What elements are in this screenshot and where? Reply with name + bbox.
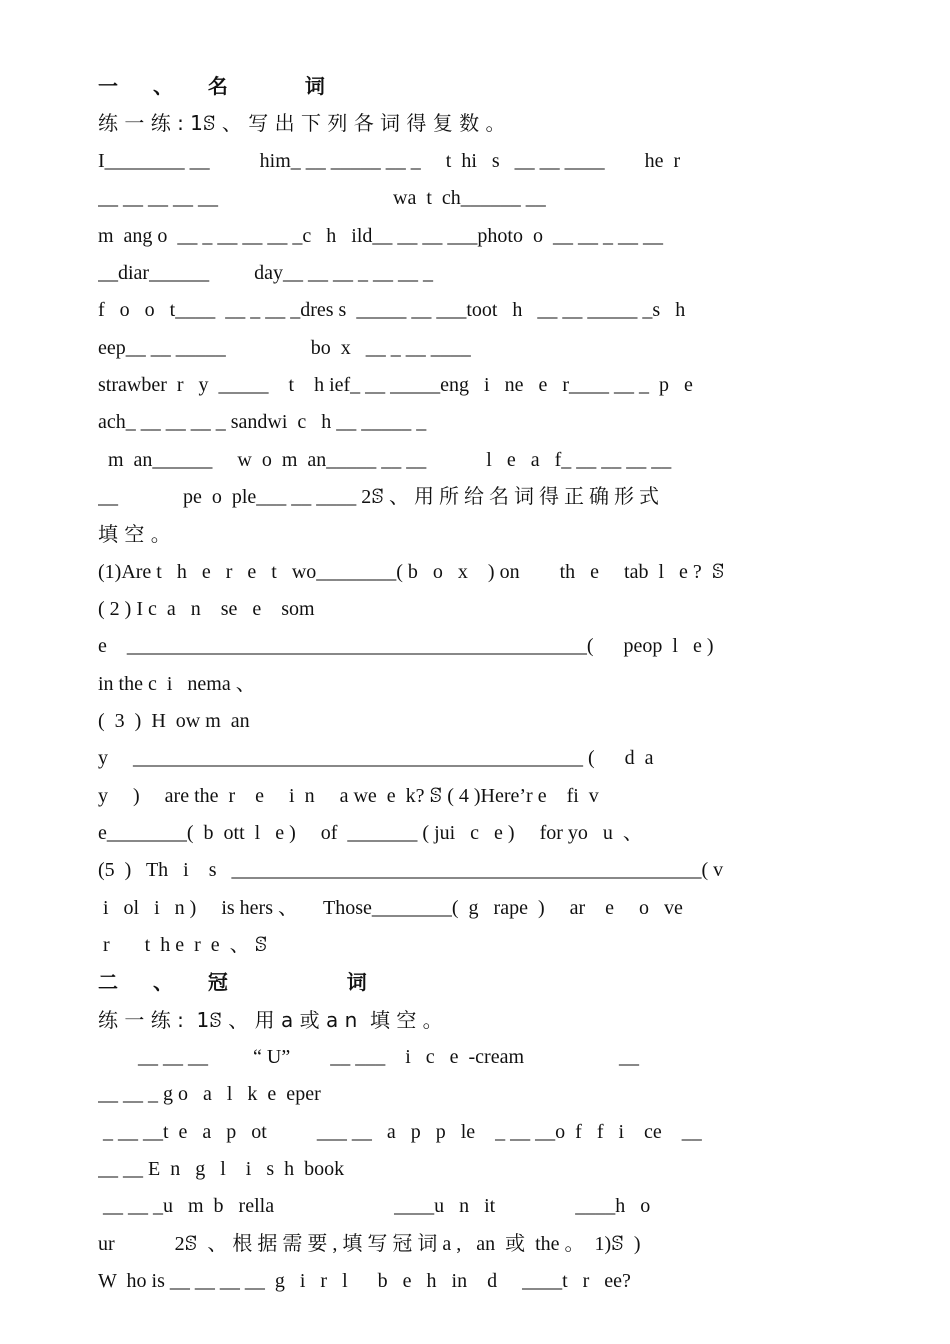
text-line: __ __ __ “ U” __ ___ i c e -cream __ [98,1046,640,1068]
text-line: e________( b ott l e ) of _______ ( jui c e ) for yo u 、 [98,822,643,844]
section-title-nouns: 一 、 名 词 [98,74,339,98]
text-line: m ang o __ _ __ __ __ _c h ild__ __ __ ___photo o __ __ _ __ __ [98,225,663,247]
text-line: __ pe o ple___ __ ____ 2ꕷ 、 用 所 给 名 词 得 正 确 形 式 [98,486,659,508]
text-line: y ) are the r e i n a we e k? ꕷ ( 4 )Here’r e fi v [98,785,599,807]
text-line: (5 ) Th i s _______________________________________________( v [98,859,724,881]
text-line: eep__ __ _____ bo x __ _ __ ____ [98,337,471,359]
text-line: m an______ w o m an_____ __ __ l e a f_ __ __ __ __ [98,449,672,471]
text-line: in the c i nema 、 [98,673,256,695]
exercise-instruction-plural: 练 一 练 : 1ꕷ 、 写 出 下 列 各 词 得 复 数 。 [98,111,506,135]
text-line: __ __ __ __ __ wa t ch______ __ [98,187,546,209]
text-line: ( 2 ) I c a n se e som [98,598,315,620]
text-line: i ol i n ) is hers 、 Those________( g rape ) ar e o ve [98,897,683,919]
text-line: __ __ _u m b rella ____u n it ____h o [98,1195,651,1217]
text-line: strawber r y _____ t h ief_ __ _____eng i ne e r____ __ _ p e [98,374,693,396]
text-line: e ______________________________________________( peop l e ) [98,635,714,657]
text-line: ur 2ꕷ 、 根 据 需 要 , 填 写 冠 词 a , an 或 the 。 1)ꕷ ) [98,1233,641,1255]
text-line: I________ __ him_ __ _____ __ _ t hi s __ __ ____ he r [98,150,681,172]
section-title-articles: 二 、 冠 词 [98,970,381,994]
text-line: (1)Are t h e r e t wo________( b o x ) on th e tab l e ? ꕷ [98,561,725,583]
text-line: y _____________________________________________ ( d a [98,747,654,769]
text-line: _ __ __t e a p ot ___ __ a p p le _ __ __o f f i ce __ [98,1121,702,1143]
text-line: __diar______ day__ __ __ _ __ __ _ [98,262,433,284]
text-line: 填 空 。 [98,522,171,546]
text-line: ( 3 ) H ow m an [98,710,250,732]
exercise-instruction-a-an: 练 一 练 : 1ꕷ 、 用 a 或 a n 填 空 。 [98,1008,443,1032]
text-line: W ho is __ __ __ __ g i r l b e h in d ____t r ee? [98,1270,631,1292]
text-line: r t h e r e 、 ꕷ [98,934,268,956]
text-line: __ __ _ g o a l k e eper [98,1083,321,1105]
text-line: __ __ E n g l i s h book [98,1158,345,1180]
text-line: f o o t____ __ _ __ _dres s _____ __ ___toot h __ __ _____ _s h [98,299,686,321]
text-line: ach_ __ __ __ _ sandwi c h __ _____ _ [98,411,427,433]
